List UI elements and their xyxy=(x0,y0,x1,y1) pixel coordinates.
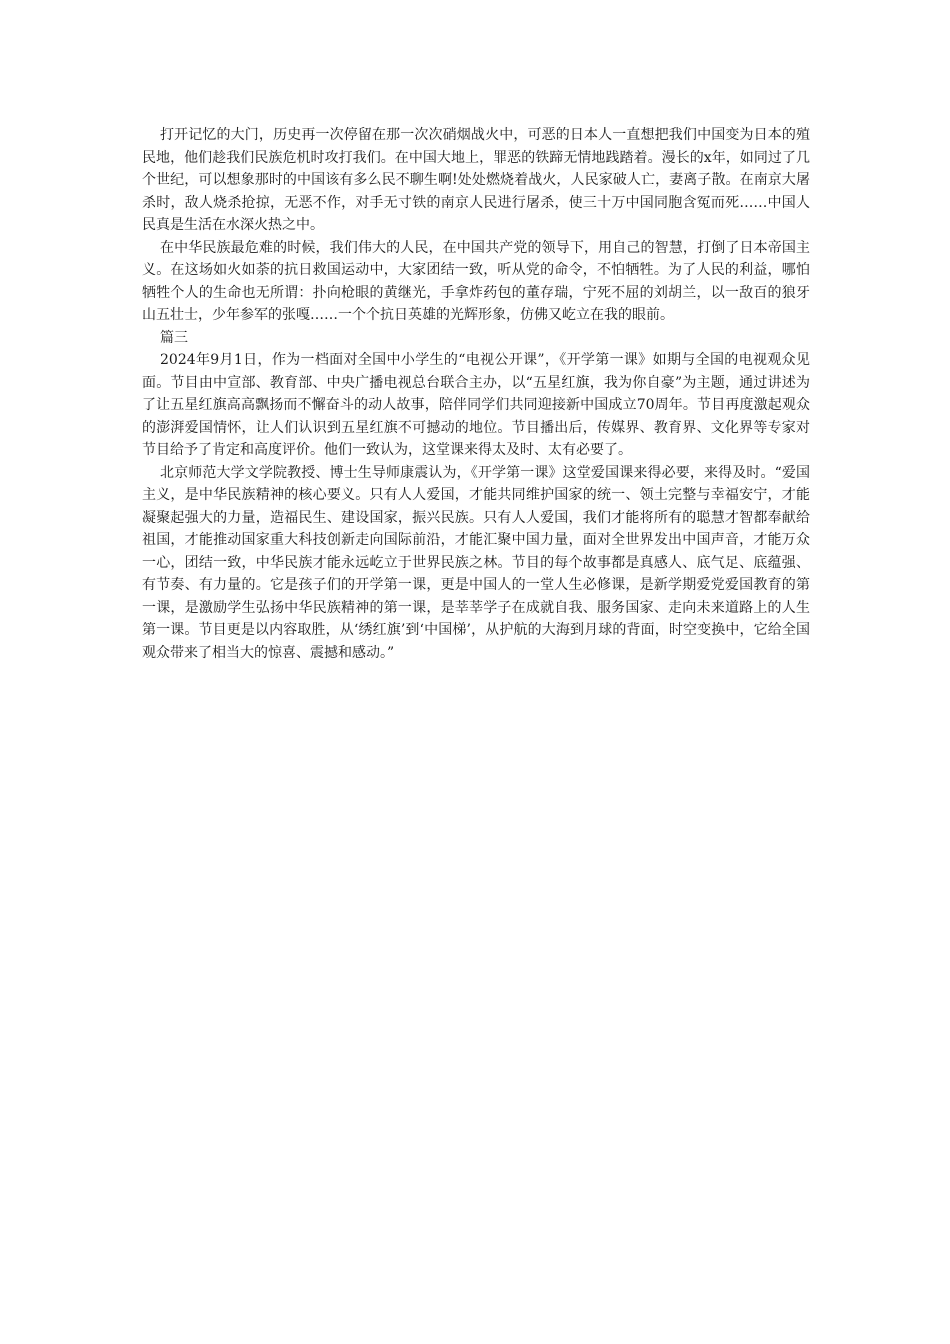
paragraph-heroes: 在中华民族最危难的时候，我们伟大的人民，在中国共产党的领导下，用自己的智慧，打倒了日本帝国主义。在这场如火如荼的抗日救国运动中，大家团结一致，听从党的命令，不怕牺牲。为了人民的利益，哪怕牺牲个人的生命也无所谓：扑向枪眼的黄继光，手拿炸药包的董存瑞，宁死不屈的刘胡兰，以一敌百的狼牙山五壮士，少年参军的张嘎……一个个抗日英雄的光辉形象，仿佛又屹立在我的眼前。 xyxy=(142,239,810,323)
section-heading-pian-san: 篇三 xyxy=(160,329,188,346)
paragraph-first-lesson-broadcast: 2024年9月1日，作为一档面对全国中小学生的“电视公开课”，《开学第一课》如期与全国的电视观众见面。节目由中宣部、教育部、中央广播电视总台联合主办，以“五星红旗，我为你自豪”为主题，通过讲述为了让五星红旗高高飘扬而不懈奋斗的动人故事，陪伴同学们共同迎接新中国成立70周年。节目再度激起观众的澎湃爱国情怀，让人们认识到五星红旗不可撼动的地位。节目播出后，传媒界、教育界、文化界等专家对节目给予了肯定和高度评价。他们一致认为，这堂课来得太及时、太有必要了。 xyxy=(142,352,810,458)
paragraph-history-memory: 打开记忆的大门，历史再一次停留在那一次次硝烟战火中，可恶的日本人一直想把我们中国变为日本的殖民地，他们趁我们民族危机时攻打我们。在中国大地上，罪恶的铁蹄无情地践踏着。漫长的x年，如同过了几个世纪，可以想象那时的中国该有多么民不聊生啊!处处燃烧着战火，人民家破人亡，妻离子散。在南京大屠杀时，敌人烧杀抢掠，无恶不作，对手无寸铁的南京人民进行屠杀，使三十万中国同胞含冤而死……中国人民真是生活在水深火热之中。 xyxy=(142,127,810,233)
paragraph-expert-comment: 北京师范大学文学院教授、博士生导师康震认为，《开学第一课》这堂爱国课来得必要，来得及时。“爱国主义，是中华民族精神的核心要义。只有人人爱国，才能共同维护国家的统一、领土完整与幸福安宁，才能凝聚起强大的力量，造福民生、建设国家，振兴民族。只有人人爱国，我们才能将所有的聪慧才智都奉献给祖国，才能推动国家重大科技创新走向国际前沿，才能汇聚中国力量，面对全世界发出中国声音，才能万众一心，团结一致，中华民族才能永远屹立于世界民族之林。节目的每个故事都是真感人、底气足、底蕴强、有节奏、有力量的。它是孩子们的开学第一课，更是中国人的一堂人生必修课，是新学期爱党爱国教育的第一课，是激励学生弘扬中华民族精神的第一课，是莘莘学子在成就自我、服务国家、走向未来道路上的人生第一课。节目更是以内容取胜，从‘绣红旗’到‘中国梯’，从护航的大海到月球的背面，时空变换中，它给全国观众带来了相当大的惊喜、震撼和感动。” xyxy=(142,464,810,661)
document-body xyxy=(142,124,810,664)
